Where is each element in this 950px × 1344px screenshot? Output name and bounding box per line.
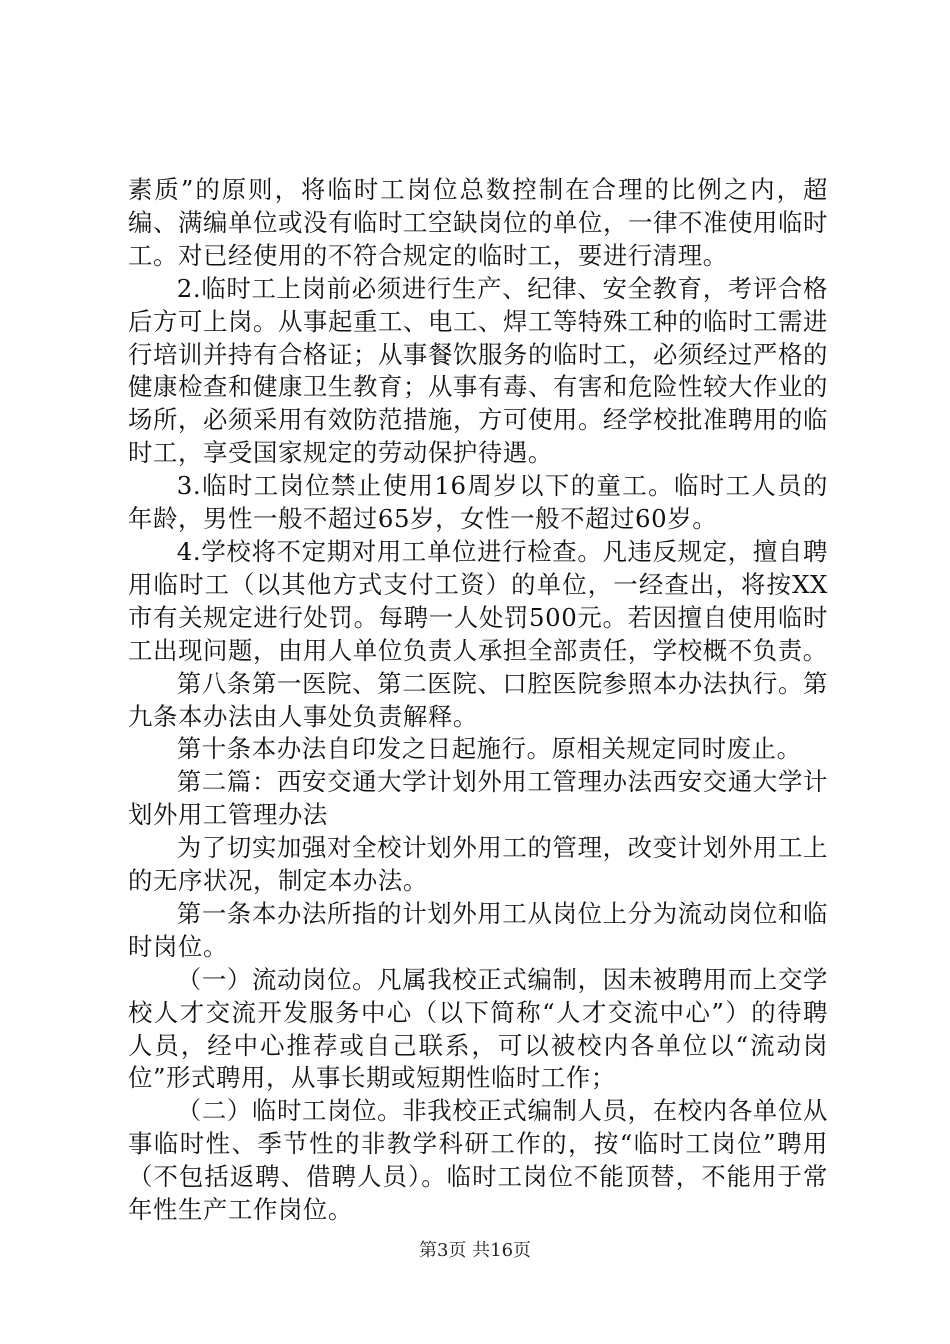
paragraph-article-1: 第一条本办法所指的计划外用工从岗位上分为流动岗位和临时岗位。 xyxy=(128,898,828,961)
paragraph-item-4: 4.学校将不定期对用工单位进行检查。凡违反规定，擅自聘用临时工（以其他方式支付工资）的单位，一经查出，将按XX市有关规定进行处罚。每聘一人处罚500元。若因擅自使用临时工出现问题，由用人单位负责人承担全部责任，学校概不负责。 xyxy=(128,536,828,665)
paragraph-item-2: 2.临时工上岗前必须进行生产、纪律、安全教育，考评合格后方可上岗。从事起重工、电工、焊工等特殊工种的临时工需进行培训并持有合格证；从事餐饮服务的临时工，必须经过严格的健康检查和健康卫生教育；从事有毒、有害和危险性较大作业的场所，必须采用有效防范措施，方可使用。经学校批准聘用的临时工，享受国家规定的劳动保护待遇。 xyxy=(128,273,828,468)
page-number-footer: 第3页 共16页 xyxy=(418,1240,532,1261)
paragraph-section-title: 第二篇：西安交通大学计划外用工管理办法西安交通大学计划外用工管理办法 xyxy=(128,767,828,830)
paragraph-article-8-9: 第八条第一医院、第二医院、口腔医院参照本办法执行。第九条本办法由人事处负责解释。 xyxy=(128,668,828,731)
document-body xyxy=(128,174,828,1227)
paragraph-intro: 为了切实加强对全校计划外用工的管理，改变计划外用工上的无序状况，制定本办法。 xyxy=(128,833,828,896)
paragraph-article-10: 第十条本办法自印发之日起施行。原相关规定同时废止。 xyxy=(176,734,802,764)
paragraph-temporary-post: （二）临时工岗位。非我校正式编制人员，在校内各单位从事临时性、季节性的非教学科研工作的，按“临时工岗位”聘用（不包括返聘、借聘人员）。临时工岗位不能顶替，不能用于常年性生产工作岗位。 xyxy=(128,1096,828,1225)
paragraph-mobile-post: （一）流动岗位。凡属我校正式编制，因未被聘用而上交学校人才交流开发服务中心（以下简称“人才交流中心”）的待聘人员，经中心推荐或自己联系，可以被校内各单位以“流动岗位”形式聘用，从事长期或短期性临时工作； xyxy=(128,964,828,1093)
paragraph-item-3: 3.临时工岗位禁止使用16周岁以下的童工。临时工人员的年龄，男性一般不超过65岁，女性一般不超过60岁。 xyxy=(128,471,828,534)
paragraph-continuation: 素质”的原则，将临时工岗位总数控制在合理的比例之内，超编、满编单位或没有临时工空缺岗位的单位，一律不准使用临时工。对已经使用的不符合规定的临时工，要进行清理。 xyxy=(128,175,828,270)
